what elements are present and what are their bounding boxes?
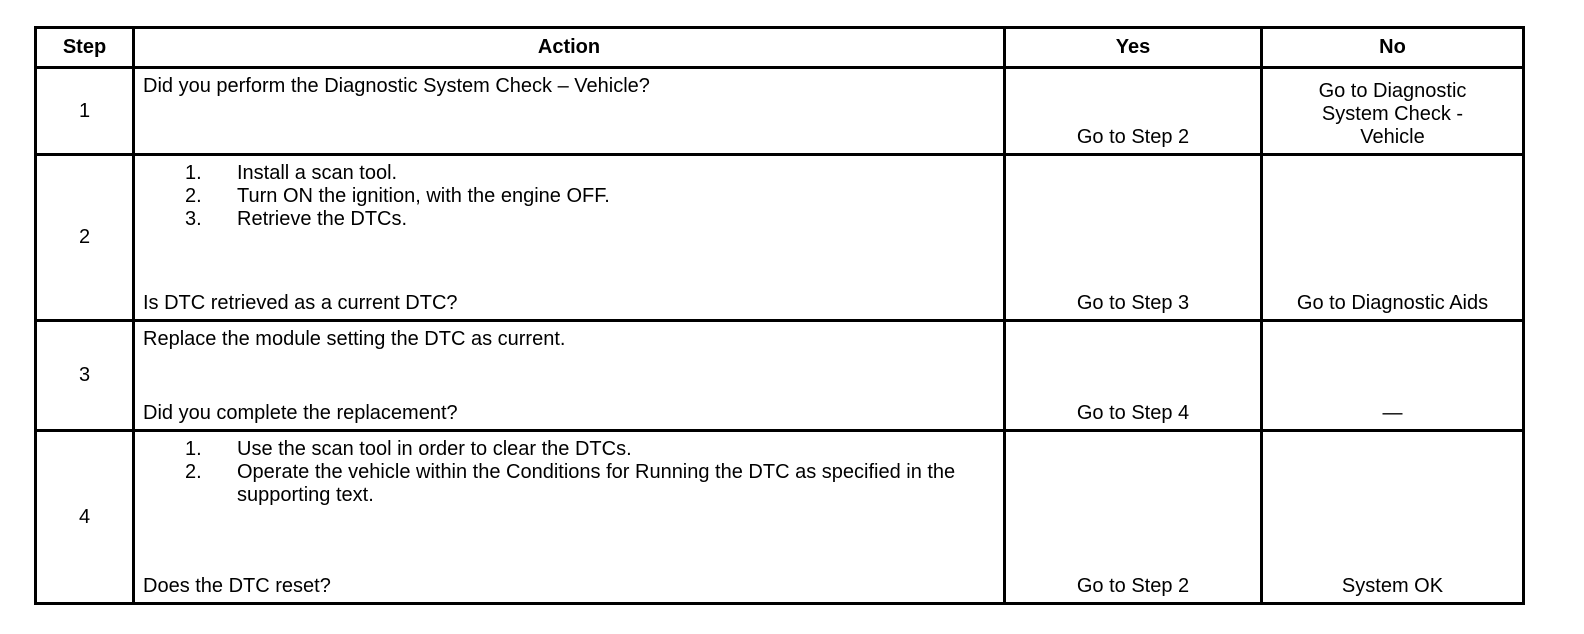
substep-number: 3.: [185, 208, 202, 230]
substep-list: [143, 438, 997, 507]
action-intro: Did you perform the Diagnostic System Check – Vehicle?: [143, 75, 650, 97]
list-item: [143, 461, 997, 507]
no-cell: [1262, 321, 1524, 431]
step-number: 1: [36, 68, 134, 155]
header-action: Action: [134, 28, 1005, 68]
substep-number: 1.: [185, 438, 202, 460]
substep-text: Operate the vehicle within the Conditions for Running the DTC as specified in the supporting text.: [237, 461, 956, 506]
substep-text: Turn ON the ignition, with the engine OFF.: [237, 185, 610, 207]
header-no: No: [1262, 28, 1524, 68]
list-item: [143, 208, 997, 231]
step-number: 3: [36, 321, 134, 431]
header-step: Step: [36, 28, 134, 68]
step-number: 2: [36, 155, 134, 321]
no-line: System Check -: [1321, 103, 1464, 125]
yes-cell: Go to Step 2: [1005, 68, 1262, 155]
no-cell: [1262, 431, 1524, 604]
no-cell: [1262, 68, 1524, 155]
action-cell: [134, 155, 1005, 321]
substep-number: 2.: [185, 185, 202, 207]
table-row: [36, 68, 1524, 155]
list-item: [143, 185, 997, 208]
diagnostic-table: [34, 26, 1525, 605]
table-row: [36, 431, 1524, 604]
no-cell: [1262, 155, 1524, 321]
yes-cell: Go to Step 2: [1005, 431, 1262, 604]
substep-text: Use the scan tool in order to clear the DTCs.: [237, 438, 632, 460]
header-row: [36, 28, 1524, 68]
no-line: Go to Diagnostic: [1318, 80, 1467, 102]
action-question: Did you complete the replacement?: [143, 402, 458, 424]
action-question: Does the DTC reset?: [143, 575, 331, 597]
substep-number: 2.: [185, 461, 202, 483]
yes-cell: Go to Step 4: [1005, 321, 1262, 431]
no-line: Go to Diagnostic Aids: [1296, 292, 1489, 314]
substep-text: Retrieve the DTCs.: [237, 208, 408, 230]
header-yes: Yes: [1005, 28, 1262, 68]
no-line: —: [1382, 402, 1403, 424]
list-item: [143, 438, 997, 461]
substep-list: [143, 162, 997, 231]
action-question: Is DTC retrieved as a current DTC?: [143, 292, 458, 314]
step-number: 4: [36, 431, 134, 604]
substep-number: 1.: [185, 162, 202, 184]
list-item: [143, 162, 997, 185]
action-intro: Replace the module setting the DTC as current.: [143, 328, 566, 350]
substep-text: Install a scan tool.: [237, 162, 398, 184]
yes-cell: Go to Step 3: [1005, 155, 1262, 321]
action-cell: [134, 321, 1005, 431]
action-cell: [134, 68, 1005, 155]
table-row: [36, 155, 1524, 321]
no-line: System OK: [1341, 575, 1444, 597]
table-row: [36, 321, 1524, 431]
action-cell: [134, 431, 1005, 604]
no-line: Vehicle: [1360, 126, 1425, 148]
